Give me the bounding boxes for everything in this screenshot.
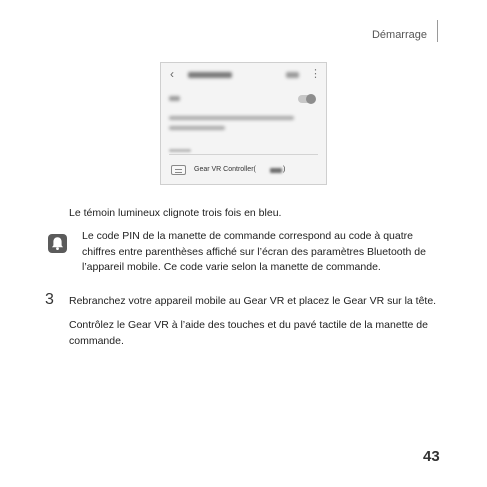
screenshot-divider	[169, 154, 318, 155]
blurred-section-label	[169, 149, 191, 152]
blurred-description-line-2	[169, 126, 225, 130]
header-divider	[437, 20, 438, 42]
bell-icon	[48, 234, 67, 253]
page-number: 43	[423, 448, 440, 465]
step-number: 3	[45, 291, 54, 308]
back-icon: ‹	[170, 67, 174, 81]
pin-code-note: Le code PIN de la manette de commande correspond au code à quatre chiffres entre parenthèses affiché sur l’écran des paramètres Bluetooth de l’appareil mobile. Ce code varie selon la manette de commande.	[82, 230, 426, 273]
blurred-app-title	[188, 72, 232, 78]
blurred-description-line-1	[169, 116, 294, 120]
header-section-title: Démarrage	[371, 29, 427, 41]
blurred-scan-label	[286, 72, 299, 78]
keyboard-icon	[171, 165, 186, 175]
paired-device-row	[161, 162, 326, 182]
device-name: Gear VR Controller(	[194, 166, 256, 173]
device-name-suffix: )	[283, 166, 286, 173]
step-subinstruction: Contrôlez le Gear VR à l’aide des touches et du pavé tactile de la manette de commande.	[69, 319, 428, 347]
toggle-knob	[306, 94, 316, 104]
blurred-device-code	[270, 168, 282, 173]
blurred-bluetooth-label	[169, 96, 180, 101]
step-instruction: Rebranchez votre appareil mobile au Gear VR et placez le Gear VR sur la tête.	[69, 295, 437, 307]
bluetooth-toggle	[298, 95, 315, 103]
more-options-icon: ⋮	[310, 68, 321, 80]
led-blink-paragraph: Le témoin lumineux clignote trois fois en bleu.	[69, 207, 282, 219]
bluetooth-settings-screenshot	[160, 62, 327, 185]
screenshot-app-bar	[161, 63, 326, 87]
